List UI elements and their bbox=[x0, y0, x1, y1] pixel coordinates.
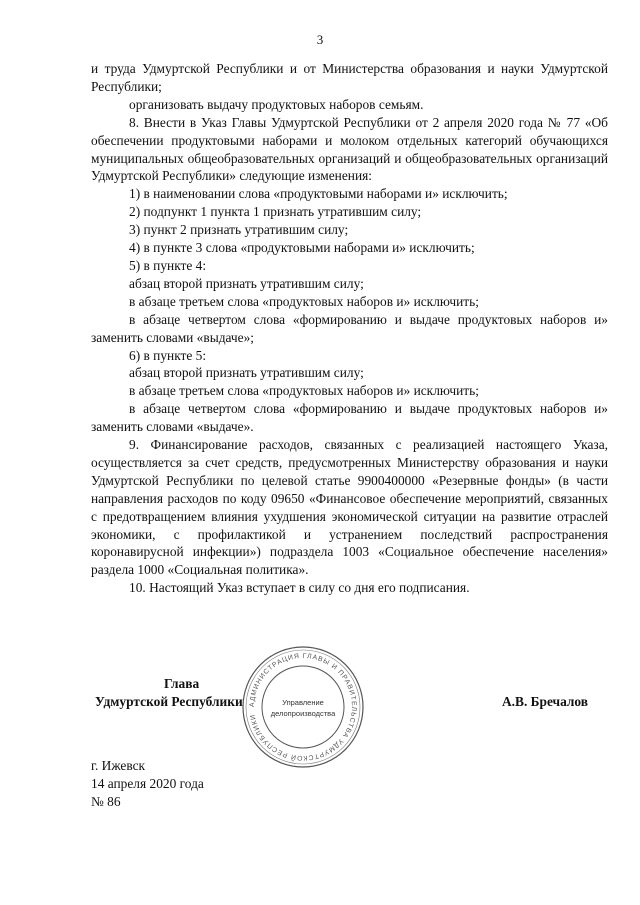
signatory-title-line2: Удмуртской Республики bbox=[95, 694, 243, 709]
paragraph: 6) в пункте 5: bbox=[129, 347, 207, 363]
seal-center-line1: Управление bbox=[282, 698, 324, 707]
signatory-title-line1: Глава bbox=[164, 676, 200, 691]
document-footer bbox=[91, 757, 204, 810]
paragraph: в абзаце четвертом слова «формированию и выдаче продуктовых наборов и» заменить словами «выдаче»; bbox=[91, 311, 608, 345]
paragraph: абзац второй признать утратившим силу; bbox=[129, 275, 364, 291]
document-body bbox=[91, 60, 608, 597]
paragraph: 8. Внести в Указ Главы Удмуртской Республики от 2 апреля 2020 года № 77 «Об обеспечении продуктовыми наборами и молоком отдельных категорий обучающихся муниципальных общеобразовательных организаций и общеобразовательных организаций Удмуртской Республики» следующие изменения: bbox=[91, 114, 608, 184]
footer-date: 14 апреля 2020 года bbox=[91, 775, 204, 791]
svg-text:АДМИНИСТРАЦИЯ ГЛАВЫ И ПРАВИТЕЛ bbox=[249, 653, 357, 763]
paragraph: в абзаце четвертом слова «формированию и выдаче продуктовых наборов и» заменить словами «выдаче». bbox=[91, 401, 608, 435]
footer-number: № 86 bbox=[91, 793, 121, 809]
paragraph: 9. Финансирование расходов, связанных с реализацией настоящего Указа, осуществляется за счет средств, предусмотренных Министерству образования и науки Удмуртской Республики по целевой статье 9900400000 «Резервные фонды» (в части направления расходов по коду 09650 «Финансовое обеспечение мероприятий, связанных с предотвращением влияния ухудшения экономической ситуации на развитие отраслей экономики, с профилактикой и устранением последствий распространения коронавирусной инфекции») подраздела 1003 «Социальное обеспечение населения» раздела 1000 «Социальная политика». bbox=[91, 437, 608, 578]
paragraph: 2) подпункт 1 пункта 1 признать утратившим силу; bbox=[129, 204, 422, 220]
footer-city: г. Ижевск bbox=[91, 758, 146, 773]
page-number: 3 bbox=[316, 32, 324, 47]
paragraph: 5) в пункте 4: bbox=[129, 257, 207, 273]
paragraph: 1) в наименовании слова «продуктовыми наборами и» исключить; bbox=[129, 186, 508, 202]
signatory-name: А.В. Бречалов bbox=[502, 694, 589, 709]
paragraph: организовать выдачу продуктовых наборов семьям. bbox=[129, 96, 424, 112]
paragraph: 10. Настоящий Указ вступает в силу со дня его подписания. bbox=[129, 580, 470, 596]
seal-ring-text: АДМИНИСТРАЦИЯ ГЛАВЫ И ПРАВИТЕЛЬСТВА УДМУРТСКОЙ РЕСПУБЛИКИ bbox=[248, 652, 358, 762]
paragraph: в абзаце третьем слова «продуктовых наборов и» исключить; bbox=[129, 293, 479, 309]
seal-center-line2: делопроизводства bbox=[270, 709, 336, 718]
paragraph: 3) пункт 2 признать утратившим силу; bbox=[129, 222, 349, 238]
official-seal-stamp bbox=[241, 645, 365, 769]
paragraph: в абзаце третьем слова «продуктовых наборов и» исключить; bbox=[129, 383, 479, 399]
paragraph: 4) в пункте 3 слова «продуктовыми наборами и» исключить; bbox=[129, 240, 475, 256]
paragraph: и труда Удмуртской Республики и от Министерства образования и науки Удмуртской Республики; bbox=[91, 61, 608, 94]
paragraph: абзац второй признать утратившим силу; bbox=[129, 365, 364, 381]
